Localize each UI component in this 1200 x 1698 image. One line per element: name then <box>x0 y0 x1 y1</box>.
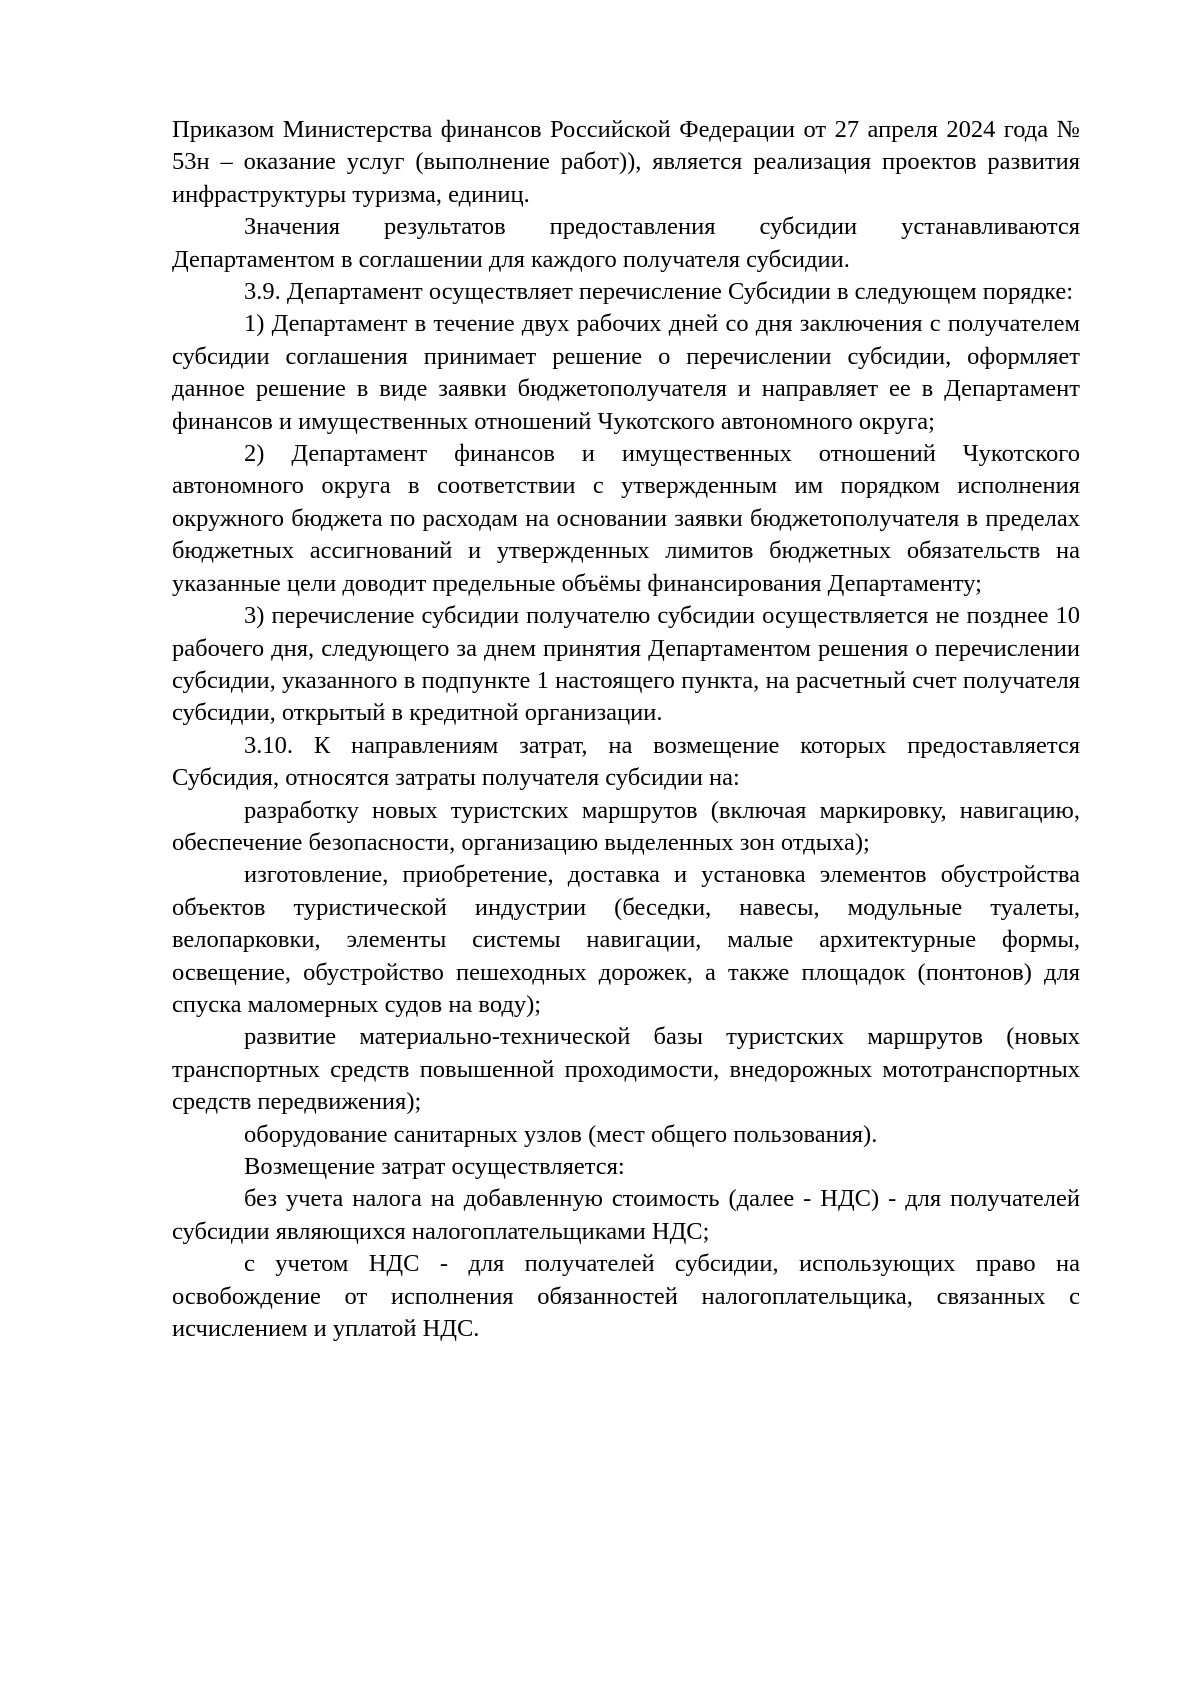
paragraph-reimbursement: Возмещение затрат осуществляется: <box>244 1153 625 1180</box>
cost-item-sanitary: оборудование санитарных узлов (мест общего пользования). <box>244 1120 878 1148</box>
paragraph-result-values: Значения результатов предоставления субсидии устанавливаются Департаментом в соглашении для каждого получателя субсидии. <box>172 213 1080 273</box>
paragraph-continuation: Приказом Министерства финансов Российской Федерации от 27 апреля 2024 года № 53н – оказание услуг (выполнение работ)), является реализация проектов развития инфраструктуры туризма, единиц. <box>172 116 1080 208</box>
list-item-1: 1) Департамент в течение двух рабочих дней со дня заключения с получателем субсидии соглашения принимает решение о перечислении субсидии, оформляет данное решение в виде заявки бюджетополучателя и направляет ее в Департамент финансов и имущественных отношений Чукотского автономного округа; <box>172 310 1080 435</box>
cost-item-infrastructure: изготовление, приобретение, доставка и установка элементов обустройства объектов туристической индустрии (беседки, навесы, модульные туалеты, велопарковки, элементы системы навигации, малые архитектурные формы, освещение, обустройство пешеходных дорожек, а также площадок (понтонов) для спуска маломерных судов на воду); <box>172 861 1080 1018</box>
cost-item-material-base: развитие материально-технической базы туристских маршрутов (новых транспортных средств повышенной проходимости, внедорожных мототранспортных средств передвижения); <box>172 1023 1080 1116</box>
reimbursement-with-vat: с учетом НДС - для получателей субсидии, использующих право на освобождение от исполнения обязанностей налогоплательщика, связанных с исчислением и уплатой НДС. <box>172 1250 1080 1343</box>
document-page <box>172 114 1080 1345</box>
list-item-3: 3) перечисление субсидии получателю субсидии осуществляется не позднее 10 рабочего дня, следующего за днем принятия Департаментом решения о перечислении субсидии, указанного в подпункте 1 настоящего пункта, на расчетный счет получателя субсидии, открытый в кредитной организации. <box>172 602 1080 727</box>
list-item-2: 2) Департамент финансов и имущественных отношений Чукотского автономного округа в соответствии с утвержденным им порядком исполнения окружного бюджета по расходам на основании заявки бюджетополучателя в пределах бюджетных ассигнований и утвержденных лимитов бюджетных обязательств на указанные цели доводит предельные объёмы финансирования Департаменту; <box>172 440 1080 597</box>
paragraph-3-10: 3.10. К направлениям затрат, на возмещение которых предоставляется Субсидия, относятся затраты получателя субсидии на: <box>172 731 1080 792</box>
cost-item-routes: разработку новых туристских маршрутов (включая маркировку, навигацию, обеспечение безопасности, организацию выделенных зон отдыха); <box>172 796 1080 856</box>
reimbursement-without-vat: без учета налога на добавленную стоимость (далее - НДС) - для получателей субсидии являющихся налогоплательщиками НДС; <box>172 1185 1080 1245</box>
paragraph-3-9: 3.9. Департамент осуществляет перечисление Субсидии в следующем порядке: <box>244 278 1074 306</box>
